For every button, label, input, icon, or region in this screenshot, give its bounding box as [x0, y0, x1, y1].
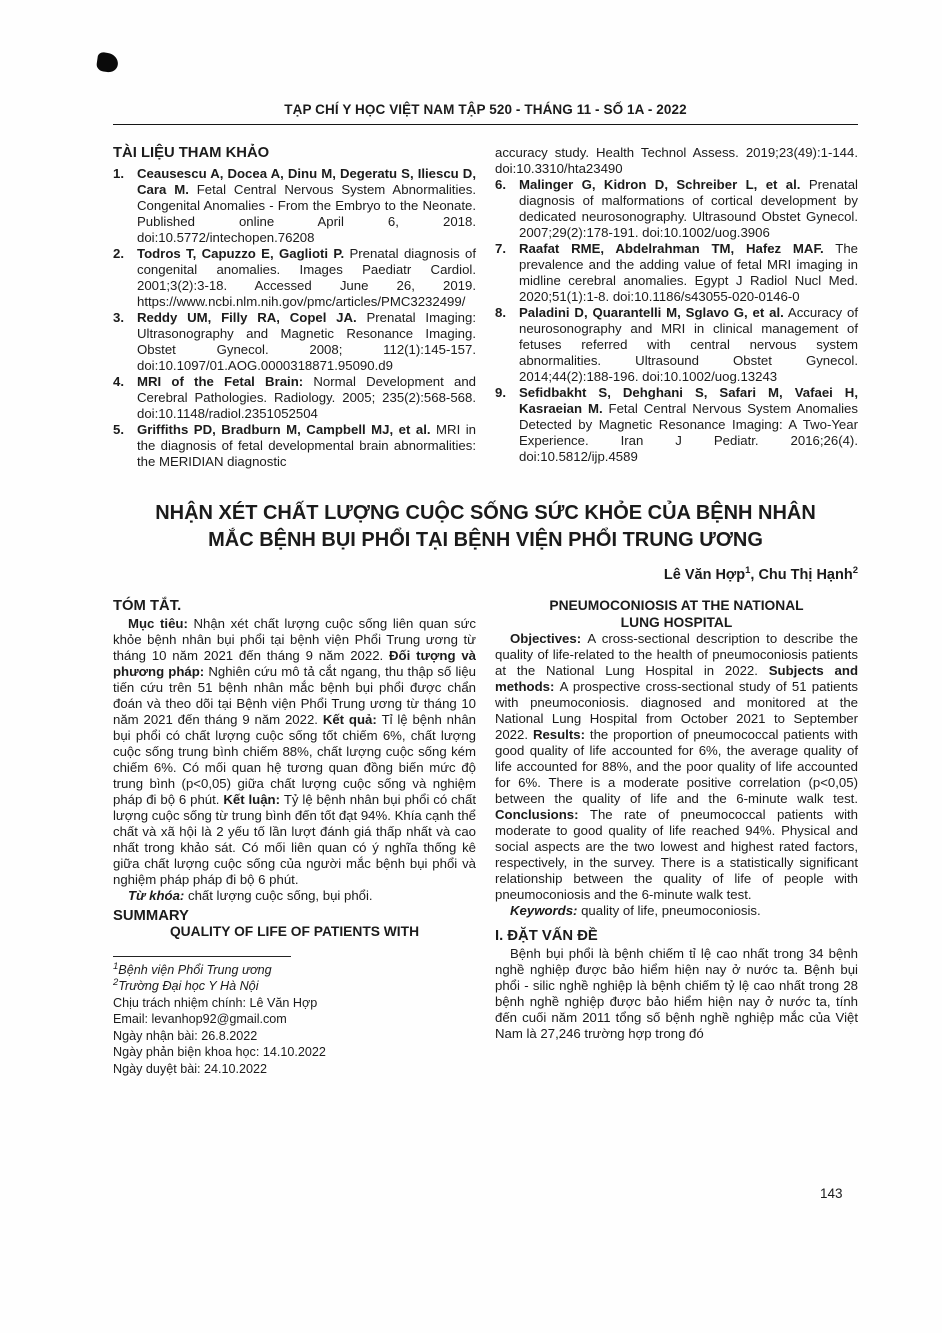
affiliation-superscript: 2 [113, 976, 119, 988]
author [750, 567, 858, 583]
abstract-paragraph: Mục tiêu: Nhận xét chất lượng cuộc sống liên quan sức khỏe bệnh nhân bụi phổi tại bệnh viện Phổi Trung ương từ tháng 10 năm 2021 đến tháng 9 năm 2022. Đối tượng và phương pháp: Nghiên cứu mô tả cắt ngang, thu thập số liệu tiến cứu trên 51 bệnh nhân mắc bệnh bụi phổi được chẩn đoán và theo dõi tại Bệnh viện Phổi Trung ương từ tháng 10 năm 2021 đến tháng 9 năm 2022. Kết quả: Tỉ lệ bệnh nhân bụi phổi có chất lượng cuộc sống tốt chiếm 6%, chất lượng cuộc sống trung bình chiếm 88%, chất lượng cuộc sống kém chiếm 6%. Có mối quan hệ tương quan đồng biến mức độ trung bình (p<0,05) giữa chất lượng cuộc sống và nghiệm pháp đi bộ 6 phút. Kết luận: Tỷ lệ bệnh nhân bụi phổi có chất lượng cuộc sống từ trung bình đến tốt đạt 94%. Khía cạnh thể chất và xã hội là 2 yếu tố lần lượt đánh giá thấp nhất và cao nhất trong khảo sát. Có mối liên quan có ý nghĩa thống kê giữa chất lượng cuộc sống của người mắc bệnh bụi phổi và nghiệm pháp pháp đi bộ 6 phút. [113, 616, 476, 887]
article-title [113, 500, 858, 554]
reference-text: MRI in the diagnosis of fetal developmental brain abnormalities: the MERIDIAN diagnostic [137, 422, 476, 469]
page-number: 143 [820, 1186, 843, 1201]
reference-item [113, 166, 476, 246]
english-title-heading [495, 598, 858, 631]
author-name: Lê Văn Hợp [663, 567, 746, 583]
reference-number: 5. [113, 422, 124, 437]
body-right-column [495, 598, 858, 1078]
introduction-heading: I. ĐẶT VẤN ĐỀ [495, 928, 598, 944]
journal-header: TẠP CHÍ Y HỌC VIỆT NAM TẬP 520 - THÁNG 11 - SỐ 1A - 2022 [113, 102, 858, 125]
affiliation-list [113, 962, 476, 995]
reference-authors: Malinger G, Kidron D, Schreiber L, et al. [519, 177, 801, 192]
reference-authors: Sefidbakht S, Dehghani S, Safari M, Vafaei H, Kasraeian M. [519, 385, 858, 416]
reference-text: Normal Development and Cerebral Pathologies. Radiology. 2005; 235(2):568-568. doi:10.1148/radiol.2351052504 [137, 374, 477, 421]
summary-heading: SUMMARY [113, 908, 189, 924]
article-title-line2: MẮC BỆNH BỤI PHỔI TẠI BỆNH VIỆN PHỔI TRUNG ƯƠNG [208, 529, 763, 551]
references-heading: TÀI LIỆU THAM KHẢO [113, 145, 270, 161]
references-section [113, 145, 858, 470]
reference-authors: Raafat RME, Abdelrahman TM, Hafez MAF. [519, 241, 824, 256]
reference-number: 2. [113, 246, 124, 261]
reference-number: 7. [495, 241, 506, 256]
footnote-line: Email: levanhop92@gmail.com [113, 1012, 287, 1027]
reference-authors: Griffiths PD, Bradburn M, Campbell MJ, et al. [137, 422, 431, 437]
reference-number: 1. [113, 166, 124, 181]
body-left-column [113, 598, 476, 1078]
reference-item [495, 241, 858, 305]
english-keywords-line: Keywords: quality of life, pneumoconiosis. [510, 903, 761, 918]
reference-authors: Reddy UM, Filly RA, Copel JA. [137, 310, 357, 325]
footnote-line-list [113, 995, 476, 1078]
references-list-left [113, 166, 476, 470]
author [664, 567, 751, 583]
reference-number: 8. [495, 305, 506, 320]
author-line [113, 567, 858, 583]
reference-item [495, 385, 858, 465]
page-content [113, 102, 858, 1078]
reference-authors: MRI of the Fetal Brain: [137, 374, 304, 389]
affiliation-superscript: 1 [113, 960, 119, 972]
reference-text: Accuracy of neurosonography and MRI in clinical management of fetuses referred with central nervous system abnormalities. Ultrasound Obstet Gynecol. 2014;44(2):188-196. doi:10.1002/uog.13243 [519, 305, 858, 384]
author-name: , Chu Thị Hạnh [750, 567, 853, 583]
references-list-right [495, 177, 858, 465]
footnotes-block [113, 962, 476, 1078]
author-affiliation-superscript: 2 [852, 565, 858, 577]
reference-item [495, 305, 858, 385]
footnote-line: Chịu trách nhiệm chính: Lê Văn Hợp [113, 995, 318, 1010]
author-affiliation-superscript: 1 [745, 565, 751, 577]
reference-authors: Todros T, Capuzzo E, Gaglioti P. [137, 246, 345, 261]
reference-text: Fetal Central Nervous System Abnormalities. Congenital Anomalies - From the Embryo to the Neonate. Published online April 6, 2018. doi:10.5772/intechopen.76208 [137, 182, 476, 245]
affiliation-text: Trường Đại học Y Hà Nội [118, 979, 259, 994]
reference-item [113, 374, 476, 422]
scan-artifact-mark [96, 52, 119, 74]
english-title-line1: PNEUMOCONIOSIS AT THE NATIONAL [549, 598, 804, 613]
introduction-paragraph: Bệnh bụi phổi là bệnh chiếm tỉ lệ cao nhất trong 34 bệnh nghề nghiệp được bảo hiểm hiện nay ở nước ta. Bệnh bụi phổi - silic nghề nghiệp là bệnh chiếm tỷ lệ cao nhất trong 28 bệnh nghề nghiệp được bảo hiểm hiện nay ở nước ta, tính đến cuối năm 2011 tổng số bệnh nghề nghiệp mắc của Việt Nam là 27,246 trường hợp trong đó [495, 946, 858, 1041]
reference-authors: Ceausescu A, Docea A, Dinu M, Degeratu S, Iliescu D, Cara M. [137, 166, 476, 197]
footnote-line: Ngày nhận bài: 26.8.2022 [113, 1028, 258, 1043]
reference-authors: Paladini D, Quarantelli M, Sglavo G, et al. [519, 305, 784, 320]
reference-item [113, 310, 476, 374]
keywords-line: Từ khóa: chất lượng cuộc sống, bụi phổi. [128, 888, 373, 903]
article-title-line1: NHẬN XÉT CHẤT LƯỢNG CUỘC SỐNG SỨC KHỎE CỦA BỆNH NHÂN [155, 502, 816, 524]
references-left-column [113, 145, 476, 470]
reference-number: 6. [495, 177, 506, 192]
article-body [113, 598, 858, 1078]
reference-number: 4. [113, 374, 124, 389]
footnote-line: Ngày phản biện khoa học: 14.10.2022 [113, 1045, 326, 1060]
abstract-heading: TÓM TẮT. [113, 598, 182, 614]
reference-number: 9. [495, 385, 506, 400]
summary-title-part1: QUALITY OF LIFE OF PATIENTS WITH [169, 924, 420, 939]
english-abstract-paragraph: Objectives: A cross-sectional description to describe the quality of life-related to the health of pneumoconiosis patients at the National Lung Hospital in 2022. Subjects and methods: A prospective cross-sectional study of 51 patients with pneumoconiosis. diagnosed and monitored at the National Lung Hospital from October 2021 to September 2022. Results: the proportion of pneumococcal patients with good quality of life accounted for 6%, the average quality of life accounted for 88%, and the poor quality of life accounted for 6%. There is a moderate positive correlation (p<0,05) between the quality of life and the 6-minute walk test. Conclusions: The rate of pneumococcal patients with moderate to good quality of life reached 94%. Physical and social aspects are the two lowest and highest rated factors, respectively, in the survey. There is a statistically significant relationship between the quality of life of people with pneumoconiosis and the 6-minute walk test. [495, 631, 859, 902]
reference-item [113, 246, 476, 310]
reference-item [113, 422, 476, 470]
reference-text: Prenatal diagnosis of congenital anomalies. Images Paediatr Cardiol. 2001;3(2):3-18. Accessed June 26, 2019. https://www.ncbi.nlm.nih.gov/pmc/articles/PMC3232499/ [137, 246, 476, 309]
affiliation-text: Bệnh viện Phổi Trung ương [118, 962, 272, 977]
affiliation-line [113, 978, 476, 995]
reference-item [495, 177, 858, 241]
reference-continuation: accuracy study. Health Technol Assess. 2019;23(49):1-144. doi:10.3310/hta23490 [495, 145, 858, 176]
reference-text: Prenatal diagnosis of malformations of cortical development by dedicated neurosonography. Ultrasound Obstet Gynecol. 2007;29(2):178-191. doi:10.1002/uog.3906 [519, 177, 858, 240]
reference-text: Fetal Central Nervous System Anomalies Detected by Magnetic Resonance Imaging: A Two-Year Experience. Iran J Pediatr. 2016;26(4). doi:10.5812/ijp.4589 [519, 401, 858, 464]
references-right-column [495, 145, 858, 470]
reference-text: The prevalence and the adding value of fetal MRI imaging in midline cerebral anomalies. Egypt J Radiol Nucl Med. 2020;51(1):1-8. doi:10.1186/s43055-020-0146-0 [519, 241, 858, 304]
reference-number: 3. [113, 310, 124, 325]
affiliation-line [113, 962, 476, 979]
footnote-divider [113, 956, 291, 957]
english-title-line2: LUNG HOSPITAL [620, 614, 733, 630]
footnote-line: Ngày duyệt bài: 24.10.2022 [113, 1062, 268, 1077]
reference-text: Prenatal Imaging: Ultrasonography and Magnetic Resonance Imaging. Obstet Gynecol. 2008; 112(1):145-157. doi:10.1097/01.AOG.0000318871.95090.d9 [137, 310, 476, 373]
